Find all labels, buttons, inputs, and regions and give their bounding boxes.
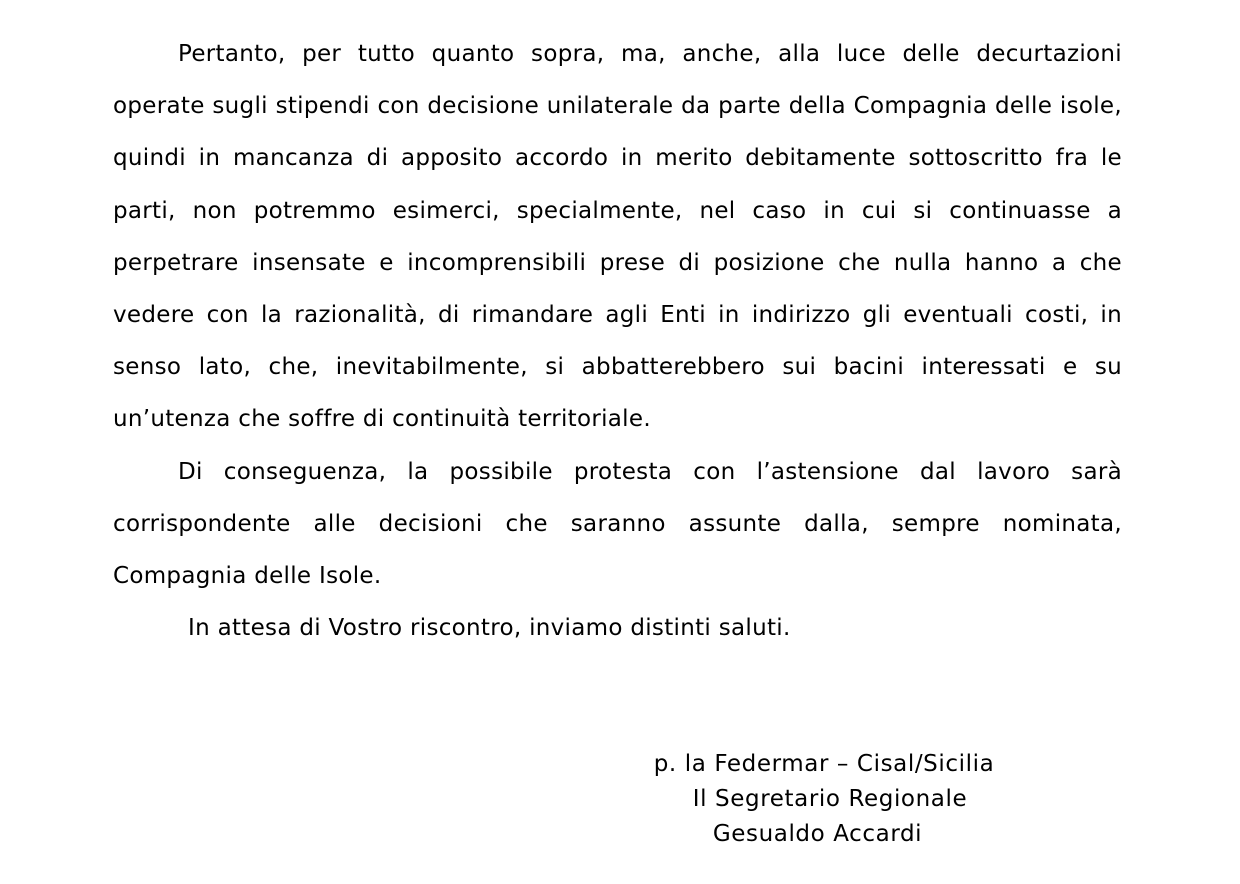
paragraph-protest: Di conseguenza, la possibile protesta con l’astensione dal lavoro sarà corrispondente alle decisioni che saranno assunte dalla, sempre nominata, Compagnia delle Isole.: [113, 458, 1122, 590]
signature-role: Il Segretario Regionale: [692, 786, 968, 812]
closing-greeting: In attesa di Vostro riscontro, inviamo distinti saluti.: [188, 615, 791, 642]
signature-block: [600, 747, 1100, 852]
signature-organization: p. la Federmar – Cisal/Sicilia: [653, 751, 995, 777]
signature-name: Gesualdo Accardi: [712, 821, 923, 847]
paragraph-costs: Pertanto, per tutto quanto sopra, ma, anche, alla luce delle decurtazioni operate sugli stipendi con decisione unilaterale da parte della Compagnia delle isole, quindi in mancanza di apposito accordo in merito debitamente sottoscritto fra le parti, non potremmo esimerci, specialmente, nel caso in cui si continuasse a perpetrare insensate e incomprensibili prese di posizione che nulla hanno a che vedere con la razionalità, di rimandare agli Enti in indirizzo gli eventuali costi, in senso lato, che, inevitabilmente, si abbatterebbero sui bacini interessati e su un’utenza che soffre di continuità territoriale.: [113, 41, 1122, 433]
letter-body: [113, 28, 1122, 654]
